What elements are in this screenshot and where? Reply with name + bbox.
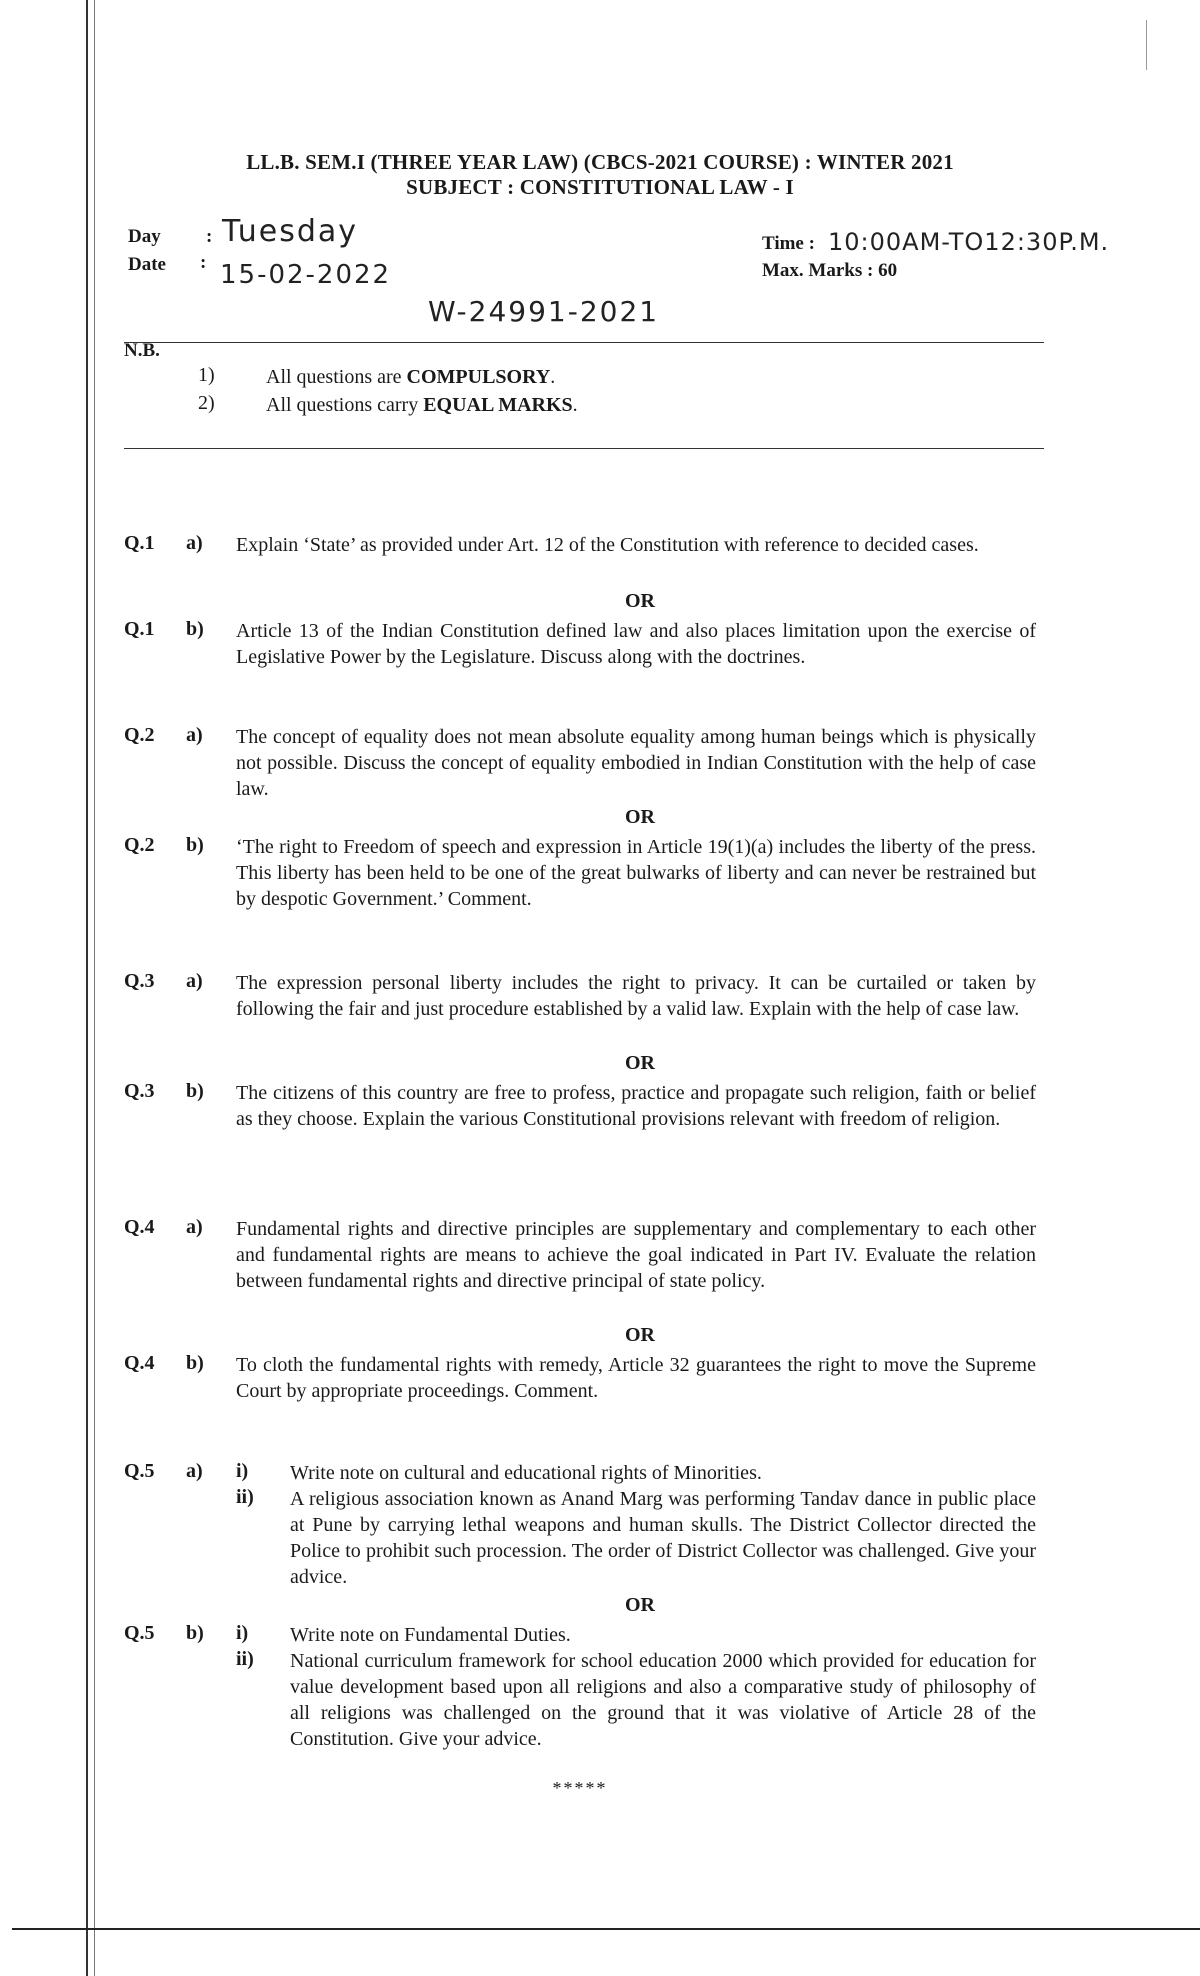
q3-number-b: Q.3 — [124, 1080, 155, 1102]
scan-edge-line — [1146, 20, 1147, 70]
scan-edge-line — [94, 0, 95, 1976]
q5-number: Q.5 — [124, 1460, 155, 1482]
nb-item-1-text: All questions are — [266, 366, 407, 388]
q5a-sub-2-no: ii) — [236, 1486, 254, 1508]
q2-number: Q.2 — [124, 724, 155, 746]
q4-number-b: Q.4 — [124, 1352, 155, 1374]
q4-part-a: a) — [186, 1216, 203, 1238]
q1-or: OR — [625, 590, 655, 612]
nb-item-2 — [266, 394, 578, 417]
q3b-text: The citizens of this country are free to profess, practice and propagate such religion, faith or belief as they choose. Explain the various Constitutional provisions relevant with freedom of religion. — [236, 1082, 1036, 1130]
nb-divider — [124, 448, 1044, 449]
nb-item-1-end: . — [550, 366, 556, 388]
end-stars: ***** — [552, 1778, 608, 1798]
time-label: Time : — [762, 233, 815, 254]
nb-label: N.B. — [124, 340, 160, 361]
q3-part-a: a) — [186, 970, 203, 992]
q5a-sub-1-text: Write note on cultural and educational rights of Minorities. — [290, 1462, 762, 1484]
q1b-text: Article 13 of the Indian Constitution defined law and also places limitation upon the exercise of Legislative Power by the Legislature. Discuss along with the doctrines. — [236, 620, 1036, 668]
q1-part-b: b) — [186, 618, 204, 640]
q5-part-b: b) — [186, 1622, 204, 1644]
date-colon: : — [200, 252, 207, 273]
q4-part-b: b) — [186, 1352, 204, 1374]
nb-num-2: 2) — [198, 392, 215, 414]
nb-item-2-end: . — [572, 394, 578, 416]
time-value: 10:00AM-TO12:30P.M. — [828, 228, 1110, 256]
q5b-sub-1-text: Write note on Fundamental Duties. — [290, 1624, 571, 1646]
q5a-sub-1-no: i) — [236, 1460, 249, 1482]
nb-item-1-bold: COMPULSORY — [406, 366, 551, 388]
q2a-text: The concept of equality does not mean absolute equality among human beings which is physically not possible. Discuss the concept of equality embodied in Indian Constitution with the help of case law. — [236, 726, 1036, 800]
day-colon: : — [206, 226, 213, 247]
nb-item-1 — [266, 366, 555, 389]
q2-part-a: a) — [186, 724, 203, 746]
q5b-sub-2-no: ii) — [236, 1648, 254, 1670]
q2-number-b: Q.2 — [124, 834, 155, 856]
q2-part-b: b) — [186, 834, 204, 856]
q1a-text: Explain ‘State’ as provided under Art. 12 of the Constitution with reference to decided cases. — [236, 534, 979, 556]
exam-title: LL.B. SEM.I (THREE YEAR LAW) (CBCS-2021 COURSE) : WINTER 2021 — [246, 150, 954, 174]
q5a-sub-2-text: A religious association known as Anand Marg was performing Tandav dance in public place at Pune by carrying lethal weapons and human skulls. The District Collector directed the Police to prohibit such procession. The order of District Collector was challenged. Give your advice. — [290, 1488, 1036, 1588]
subject-title: SUBJECT : CONSTITUTIONAL LAW - I — [406, 175, 794, 199]
scan-bottom-line — [12, 1928, 1200, 1930]
q5b-sub-1-no: i) — [236, 1622, 249, 1644]
day-value: Tuesday — [222, 214, 359, 249]
header-divider — [124, 342, 1044, 343]
nb-item-2-bold: EQUAL MARKS — [423, 394, 573, 416]
date-value: 15-02-2022 — [220, 260, 392, 290]
paper-code: W-24991-2021 — [428, 295, 660, 328]
nb-item-2-text: All questions carry — [266, 394, 424, 416]
q3-part-b: b) — [186, 1080, 204, 1102]
q5-or: OR — [625, 1594, 655, 1616]
q1-number-b: Q.1 — [124, 618, 155, 640]
q3-number: Q.3 — [124, 970, 155, 992]
q3a-text: The expression personal liberty includes the right to privacy. It can be curtailed or taken by following the fair and just procedure established by a valid law. Explain with the help of case law. — [236, 972, 1036, 1020]
q5b-sub-2-text: National curriculum framework for school education 2000 which provided for education for value development based upon all religions and also a comparative study of philosophy of all religions was challenged on the ground that it was violative of Article 28 of the Constitution. Give your advice. — [290, 1650, 1036, 1750]
date-label: Date — [128, 254, 166, 275]
nb-num-1: 1) — [198, 364, 215, 386]
q2b-text: ‘The right to Freedom of speech and expression in Article 19(1)(a) includes the liberty of the press. This liberty has been held to be one of the great bulwarks of liberty and can never be restrained but by despotic Government.’ Comment. — [236, 836, 1036, 910]
q4a-text: Fundamental rights and directive principles are supplementary and complementary to each other and fundamental rights are means to achieve the goal indicated in Part IV. Evaluate the relation between fundamental rights and directive principal of state policy. — [236, 1218, 1036, 1292]
scan-edge-line — [86, 0, 88, 1976]
max-marks: Max. Marks : 60 — [762, 260, 898, 281]
day-label: Day — [128, 226, 161, 247]
q4b-text: To cloth the fundamental rights with remedy, Article 32 guarantees the right to move the Supreme Court by appropriate proceedings. Comment. — [236, 1354, 1036, 1402]
q5-number-b: Q.5 — [124, 1622, 155, 1644]
q5-part-a: a) — [186, 1460, 203, 1482]
q3-or: OR — [625, 1052, 655, 1074]
q1-part-a: a) — [186, 532, 203, 554]
q4-number: Q.4 — [124, 1216, 155, 1238]
q4-or: OR — [625, 1324, 655, 1346]
q2-or: OR — [625, 806, 655, 828]
q1-number: Q.1 — [124, 532, 155, 554]
